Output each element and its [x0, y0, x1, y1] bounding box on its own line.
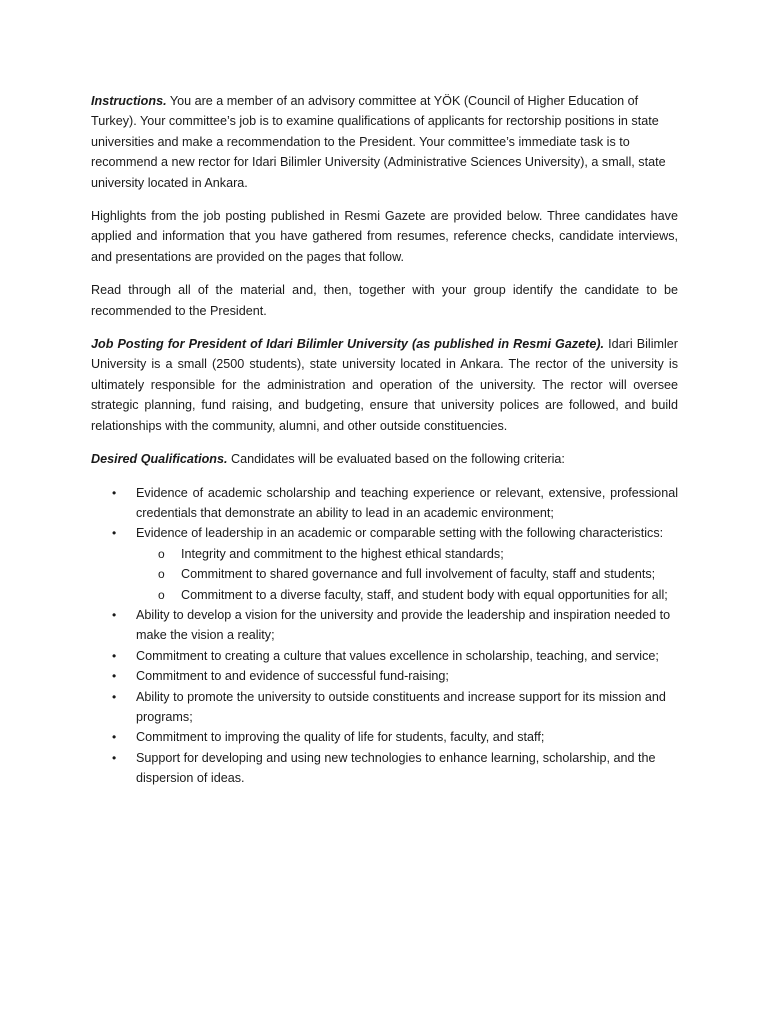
list-item	[91, 523, 678, 605]
characteristic-text: Commitment to shared governance and full involvement of faculty, staff and students;	[181, 567, 656, 582]
list-item	[91, 687, 678, 728]
criterion-text: Support for developing and using new technologies to enhance learning, scholarship, and the dispersion of ideas.	[136, 750, 656, 786]
circle-bullet-icon: o	[158, 587, 165, 602]
circle-bullet-icon: o	[158, 546, 165, 561]
criterion-text: Evidence of leadership in an academic or comparable setting with the following characteristics:	[136, 526, 664, 541]
bullet-icon: •	[112, 485, 117, 500]
instructions-text: You are a member of an advisory committee at YÖK (Council of Higher Education of Turkey). Your committee’s job is to examine qualifications of applicants for rectorship positions in state universities and make a recommendation to the President. Your committee’s immediate task is to recommend a new rector for Idari Bilimler University (Administrative Sciences University), a small, state university located in Ankara.	[91, 94, 666, 190]
criteria-list	[91, 483, 678, 789]
list-item	[136, 544, 678, 564]
bullet-icon: •	[112, 730, 117, 745]
list-item	[91, 748, 678, 789]
bullet-icon: •	[112, 607, 117, 622]
job-posting-paragraph	[91, 334, 678, 436]
list-item	[91, 727, 678, 747]
desired-qualifications-paragraph	[91, 449, 678, 469]
list-item	[91, 646, 678, 666]
criterion-text: Ability to promote the university to outside constituents and increase support for its mission and programs;	[136, 689, 666, 724]
criterion-text: Commitment to and evidence of successful fund-raising;	[136, 669, 449, 684]
instructions-lead: Instructions.	[91, 94, 167, 108]
desired-qualifications-text: Candidates will be evaluated based on the following criteria:	[227, 452, 565, 467]
job-posting-lead: Job Posting for President of Idari Bilimler University (as published in Resmi Gazete).	[91, 337, 605, 352]
leadership-characteristics-list	[136, 544, 678, 605]
job-posting-text: Idari Bilimler University is a small (2500 students), state university located in Ankara. The rector of the university is ultimately responsible for the administration and operation of the university. The rector will oversee strategic planning, fund raising, and budgeting, ensure that university polices are followed, and build relationships with the community, alumni, and other outside constituencies.	[91, 337, 678, 433]
list-item	[91, 483, 678, 524]
bullet-icon: •	[112, 648, 117, 663]
criterion-text: Ability to develop a vision for the university and provide the leadership and inspiration needed to make the vision a reality;	[136, 607, 671, 643]
list-item	[91, 605, 678, 646]
list-item	[136, 585, 678, 605]
desired-qualifications-lead: Desired Qualifications.	[91, 452, 228, 467]
highlights-paragraph: Highlights from the job posting published in Resmi Gazete are provided below. Three candidates have applied and information that you have gathered from resumes, reference checks, candidate interviews, and presentations are provided on the pages that follow.	[91, 209, 678, 264]
characteristic-text: Integrity and commitment to the highest ethical standards;	[181, 546, 504, 561]
read-through-paragraph: Read through all of the material and, then, together with your group identify the candidate to be recommended to the President.	[91, 283, 678, 318]
list-item	[91, 666, 678, 686]
bullet-icon: •	[112, 750, 117, 765]
circle-bullet-icon: o	[158, 567, 165, 582]
criterion-text: Commitment to improving the quality of life for students, faculty, and staff;	[136, 730, 545, 745]
bullet-icon: •	[112, 669, 117, 684]
bullet-icon: •	[112, 689, 117, 704]
criterion-text: Commitment to creating a culture that values excellence in scholarship, teaching, and service;	[136, 648, 659, 663]
instructions-paragraph	[91, 91, 678, 193]
bullet-icon: •	[112, 526, 117, 541]
characteristic-text: Commitment to a diverse faculty, staff, and student body with equal opportunities for all;	[181, 587, 668, 602]
criterion-text: Evidence of academic scholarship and teaching experience or relevant, extensive, professional credentials that demonstrate an ability to lead in an academic environment;	[136, 485, 678, 520]
list-item	[136, 564, 678, 584]
